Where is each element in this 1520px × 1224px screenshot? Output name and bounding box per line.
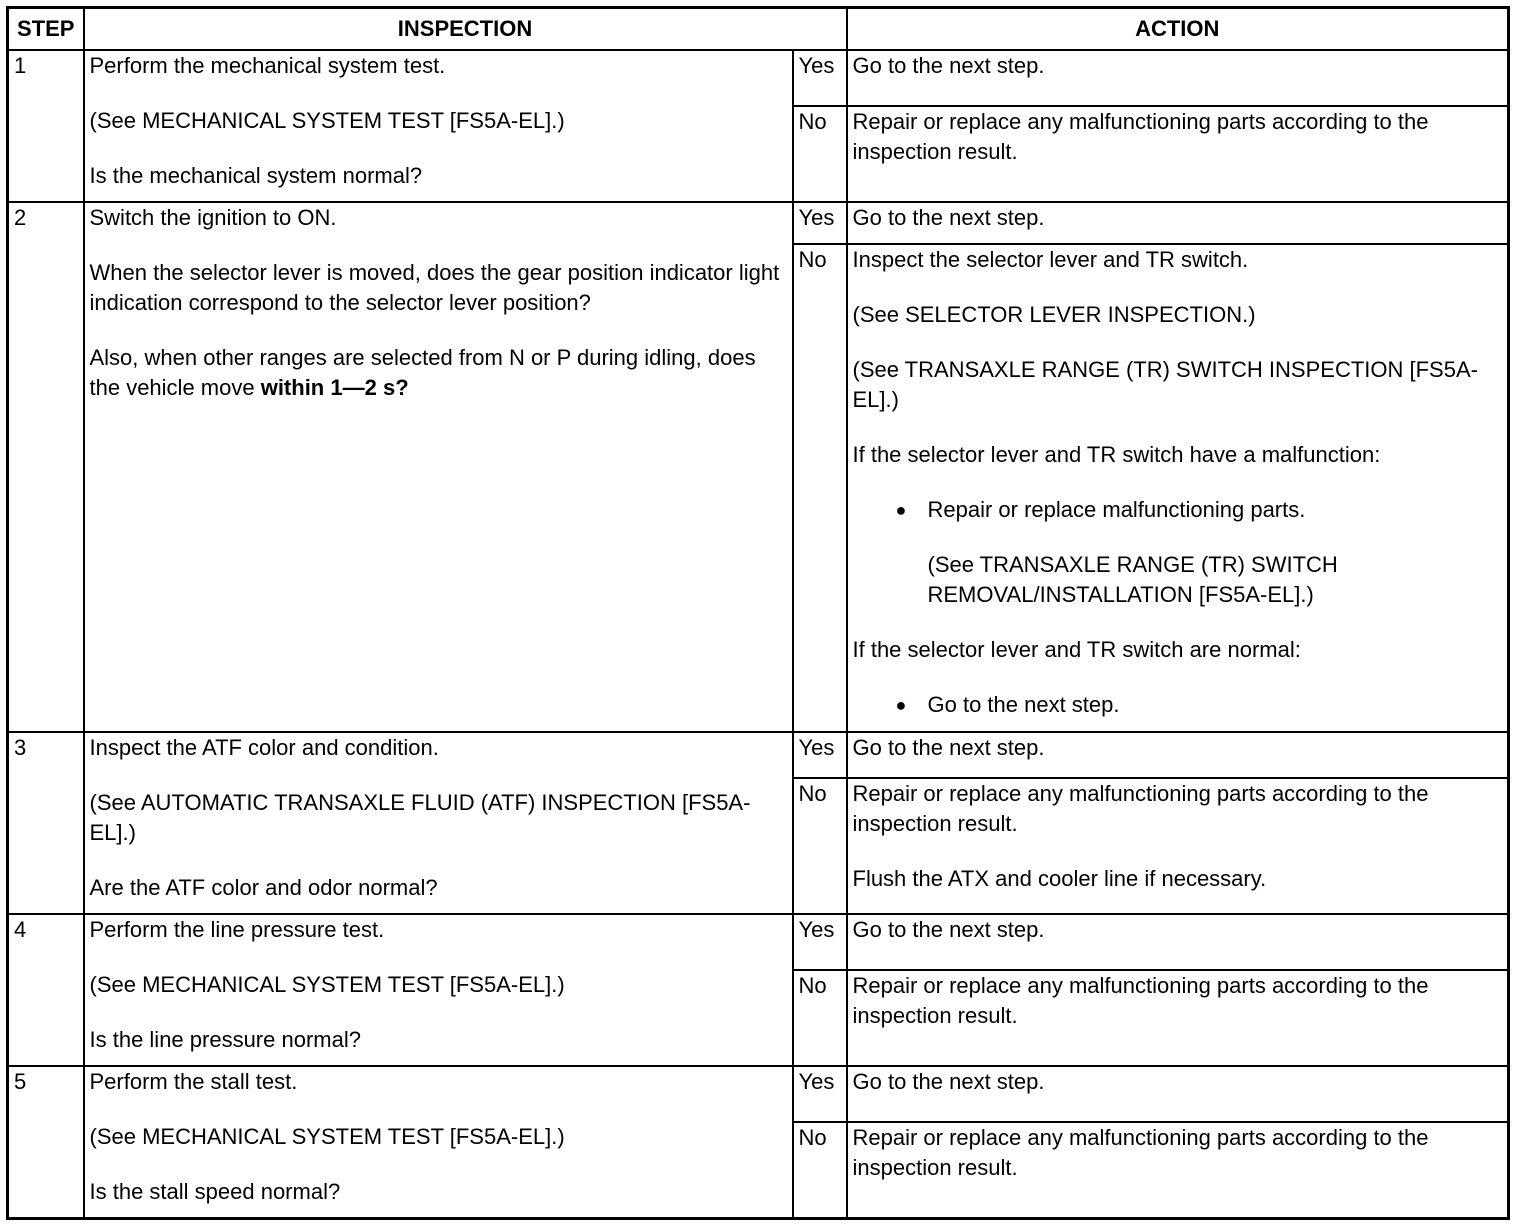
inspection-text: Perform the stall test. [89, 1069, 298, 1094]
step-number: 4 [8, 914, 84, 1066]
inspection-cell [84, 732, 793, 914]
no-action-cell [847, 970, 1509, 1066]
no-action-cell [847, 778, 1509, 914]
inspection-text: (See AUTOMATIC TRANSAXLE FLUID (ATF) INSPECTION [FS5A-EL].) [89, 790, 751, 845]
action-text: Repair or replace any malfunctioning parts according to the inspection result. [852, 973, 1429, 1028]
action-text: Repair or replace any malfunctioning parts according to the inspection result. [852, 109, 1429, 164]
action-text: Repair or replace any malfunctioning parts according to the inspection result. [852, 781, 1429, 836]
inspection-text: Inspect the ATF color and condition. [89, 735, 439, 760]
inspection-column-header: INSPECTION [84, 8, 847, 51]
no-action-cell [847, 106, 1509, 202]
table-row [8, 202, 1509, 244]
no-label: No [793, 1122, 847, 1218]
table-row [8, 1066, 1509, 1122]
yes-action: Go to the next step. [847, 1066, 1509, 1122]
bullet-item: ● Repair or replace malfunctioning parts. [853, 495, 1503, 525]
inspection-text: Are the ATF color and odor normal? [89, 875, 438, 900]
no-action-cell [847, 244, 1509, 732]
no-label: No [793, 778, 847, 914]
yes-action: Go to the next step. [847, 50, 1509, 106]
yes-action: Go to the next step. [847, 732, 1509, 778]
action-text: Repair or replace any malfunctioning parts according to the inspection result. [852, 1125, 1429, 1180]
inspection-text: (See MECHANICAL SYSTEM TEST [FS5A-EL].) [89, 108, 565, 133]
action-text: If the selector lever and TR switch are normal: [852, 637, 1301, 662]
step-number: 1 [8, 50, 84, 202]
inspection-text: Is the mechanical system normal? [89, 163, 423, 188]
step-number: 5 [8, 1066, 84, 1218]
action-text: Inspect the selector lever and TR switch. [852, 247, 1249, 272]
inspection-cell [84, 202, 793, 732]
yes-label: Yes [793, 50, 847, 106]
inspection-text: (See MECHANICAL SYSTEM TEST [FS5A-EL].) [89, 1124, 565, 1149]
step-number: 3 [8, 732, 84, 914]
inspection-text: Switch the ignition to ON. [89, 205, 337, 230]
diagnostic-procedure-table [6, 6, 1510, 1220]
inspection-text: When the selector lever is moved, does the gear position indicator light indication correspond to the selector lever position? [89, 260, 780, 315]
table-row [8, 914, 1509, 970]
inspection-cell [84, 50, 793, 202]
table-row [8, 50, 1509, 106]
inspection-text: Is the stall speed normal? [89, 1179, 341, 1204]
inspection-text: Also, when other ranges are selected from N or P during idling, does the vehicle move within 1—2 s? [89, 345, 756, 400]
no-action-cell [847, 1122, 1509, 1218]
action-text: (See TRANSAXLE RANGE (TR) SWITCH REMOVAL/INSTALLATION [FS5A-EL].) [927, 552, 1338, 607]
inspection-text: Perform the line pressure test. [89, 917, 385, 942]
yes-action: Go to the next step. [847, 914, 1509, 970]
step-column-header: STEP [8, 8, 84, 51]
yes-label: Yes [793, 1066, 847, 1122]
time-limit: within 1—2 s [260, 375, 396, 400]
bullet-item: ● Go to the next step. [853, 690, 1503, 720]
no-label: No [793, 970, 847, 1066]
inspection-cell [84, 1066, 793, 1218]
inspection-cell [84, 914, 793, 1066]
table-row [8, 732, 1509, 778]
no-label: No [793, 244, 847, 732]
action-text: Flush the ATX and cooler line if necessary. [852, 866, 1267, 891]
action-text: (See SELECTOR LEVER INSPECTION.) [852, 302, 1256, 327]
inspection-text: Perform the mechanical system test. [89, 53, 446, 78]
yes-label: Yes [793, 732, 847, 778]
step-number: 2 [8, 202, 84, 732]
inspection-text: (See MECHANICAL SYSTEM TEST [FS5A-EL].) [89, 972, 565, 997]
inspection-text: Is the line pressure normal? [89, 1027, 361, 1052]
no-label: No [793, 106, 847, 202]
action-text: (See TRANSAXLE RANGE (TR) SWITCH INSPECTION [FS5A-EL].) [852, 357, 1478, 412]
action-column-header: ACTION [847, 8, 1509, 51]
yes-label: Yes [793, 914, 847, 970]
yes-label: Yes [793, 202, 847, 244]
table-header-row [8, 8, 1509, 51]
action-text: If the selector lever and TR switch have a malfunction: [852, 442, 1381, 467]
yes-action: Go to the next step. [847, 202, 1509, 244]
